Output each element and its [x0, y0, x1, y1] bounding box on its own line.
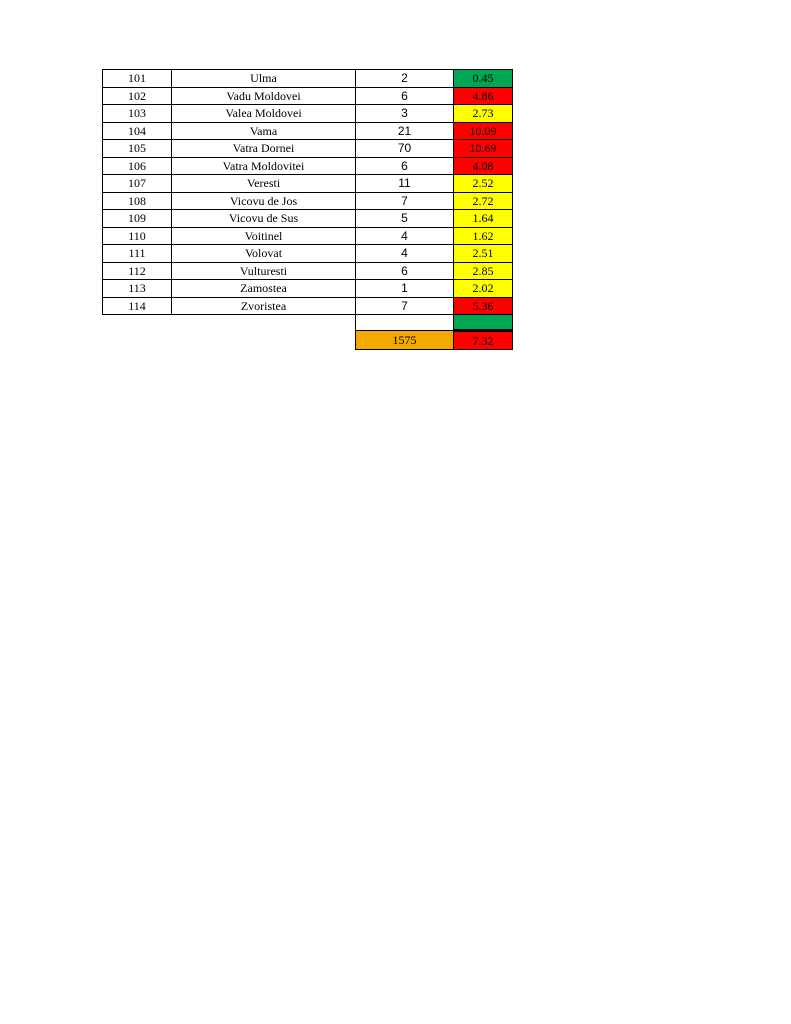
total-count-cell: 1575 — [356, 331, 454, 350]
rate-cell: 5.36 — [454, 297, 513, 315]
case-count-cell: 2 — [356, 70, 454, 88]
row-number-cell: 113 — [103, 280, 172, 298]
empty-cell — [356, 315, 454, 331]
rate-cell: 2.85 — [454, 262, 513, 280]
spacer-row — [103, 315, 513, 331]
table-row — [103, 87, 513, 105]
locality-name-cell: Zamostea — [172, 280, 356, 298]
locality-name-cell: Vadu Moldovei — [172, 87, 356, 105]
case-count-cell: 4 — [356, 245, 454, 263]
empty-cell — [172, 331, 356, 350]
row-number-cell: 107 — [103, 175, 172, 193]
row-number-cell: 110 — [103, 227, 172, 245]
case-count-cell: 3 — [356, 105, 454, 123]
case-count-cell: 70 — [356, 140, 454, 158]
locality-name-cell: Vicovu de Jos — [172, 192, 356, 210]
case-count-cell: 7 — [356, 297, 454, 315]
rate-cell: 1.62 — [454, 227, 513, 245]
locality-name-cell: Voitinel — [172, 227, 356, 245]
table-row — [103, 297, 513, 315]
locality-name-cell: Volovat — [172, 245, 356, 263]
empty-cell — [172, 315, 356, 331]
table-row — [103, 262, 513, 280]
table-row — [103, 175, 513, 193]
locality-name-cell: Vatra Dornei — [172, 140, 356, 158]
table-row — [103, 192, 513, 210]
empty-cell — [103, 331, 172, 350]
total-rate-cell: 7.32 — [454, 331, 513, 350]
rate-cell: 2.52 — [454, 175, 513, 193]
locality-name-cell: Ulma — [172, 70, 356, 88]
case-count-cell: 6 — [356, 262, 454, 280]
rate-cell: 4.08 — [454, 157, 513, 175]
rate-cell: 0.45 — [454, 70, 513, 88]
rate-cell: 10.69 — [454, 140, 513, 158]
table-body — [103, 70, 513, 350]
locality-name-cell: Valea Moldovei — [172, 105, 356, 123]
case-count-cell: 21 — [356, 122, 454, 140]
locality-name-cell: Zvoristea — [172, 297, 356, 315]
table-row — [103, 245, 513, 263]
row-number-cell: 111 — [103, 245, 172, 263]
row-number-cell: 101 — [103, 70, 172, 88]
table-row — [103, 157, 513, 175]
rate-cell: 10.09 — [454, 122, 513, 140]
table-row — [103, 140, 513, 158]
locality-name-cell: Vama — [172, 122, 356, 140]
case-count-cell: 6 — [356, 87, 454, 105]
row-number-cell: 108 — [103, 192, 172, 210]
case-count-cell: 5 — [356, 210, 454, 228]
case-count-cell: 1 — [356, 280, 454, 298]
table-row — [103, 210, 513, 228]
rate-cell: 1.64 — [454, 210, 513, 228]
row-number-cell: 114 — [103, 297, 172, 315]
row-number-cell: 112 — [103, 262, 172, 280]
rate-cell: 2.51 — [454, 245, 513, 263]
rate-cell: 2.72 — [454, 192, 513, 210]
row-number-cell: 105 — [103, 140, 172, 158]
spreadsheet-page — [102, 69, 513, 350]
case-count-cell: 7 — [356, 192, 454, 210]
case-count-cell: 6 — [356, 157, 454, 175]
table-row — [103, 70, 513, 88]
row-number-cell: 106 — [103, 157, 172, 175]
row-number-cell: 109 — [103, 210, 172, 228]
rate-cell: 2.02 — [454, 280, 513, 298]
locality-name-cell: Vulturesti — [172, 262, 356, 280]
table-row — [103, 227, 513, 245]
locality-name-cell: Veresti — [172, 175, 356, 193]
empty-cell — [103, 315, 172, 331]
total-row — [103, 331, 513, 350]
empty-rate-cell — [454, 315, 513, 331]
table-row — [103, 280, 513, 298]
rate-cell: 2.73 — [454, 105, 513, 123]
row-number-cell: 103 — [103, 105, 172, 123]
table-row — [103, 105, 513, 123]
row-number-cell: 102 — [103, 87, 172, 105]
case-count-cell: 11 — [356, 175, 454, 193]
row-number-cell: 104 — [103, 122, 172, 140]
case-count-cell: 4 — [356, 227, 454, 245]
locality-name-cell: Vicovu de Sus — [172, 210, 356, 228]
locality-name-cell: Vatra Moldovitei — [172, 157, 356, 175]
table-row — [103, 122, 513, 140]
rate-cell: 4.86 — [454, 87, 513, 105]
incidence-table — [102, 69, 513, 350]
